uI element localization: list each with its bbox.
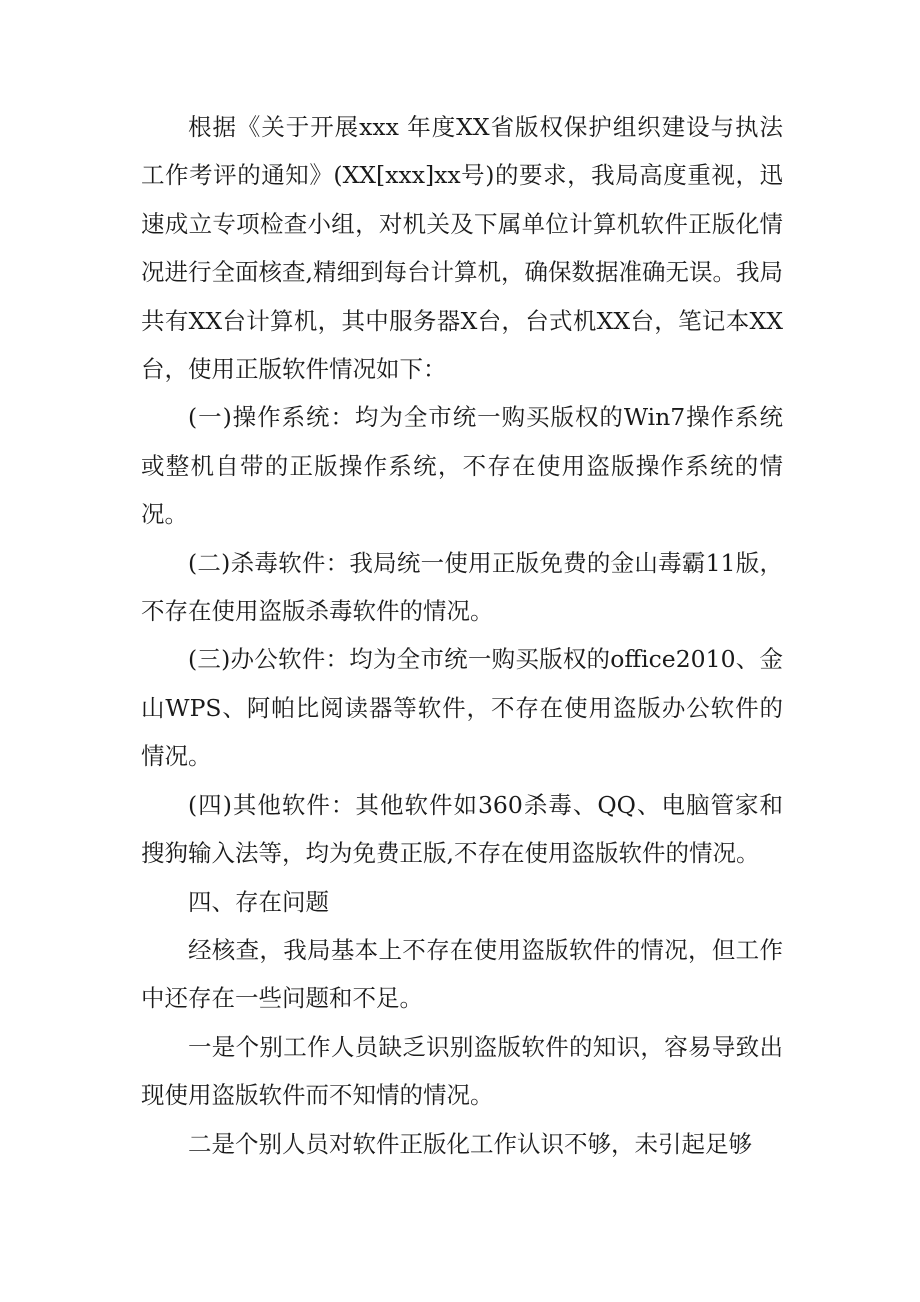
os-paragraph: (一)操作系统：均为全市统一购买版权的Win7操作系统或整机自带的正版操作系统，不存在使用盗版操作系统的情况。 [141,403,783,529]
findings-paragraph: 经核查，我局基本上不存在使用盗版软件的情况，但工作中还存在一些问题和不足。 [141,935,783,1013]
office-software-paragraph: (三)办公软件：均为全市统一购买版权的office2010、金山WPS、阿帕比阅读器等软件，不存在使用盗版办公软件的情况。 [141,645,783,771]
issue-two-paragraph: 二是个别人员对软件正版化工作认识不够，未引起足够 [188,1129,752,1158]
section-heading: 四、存在问题 [188,887,329,916]
document-body [141,103,783,1168]
issue-one-paragraph: 一是个别工作人员缺乏识别盗版软件的知识，容易导致出现使用盗版软件而不知情的情况。 [141,1032,783,1110]
other-software-paragraph: (四)其他软件：其他软件如360杀毒、QQ、电脑管家和搜狗输入法等，均为免费正版,不存在使用盗版软件的情况。 [141,790,783,868]
intro-paragraph: 根据《关于开展xxx 年度XX省版权保护组织建设与执法工作考评的通知》(XX[xxx]xx号)的要求，我局高度重视，迅速成立专项检查小组，对机关及下属单位计算机软件正版化情况进行全面核查,精细到每台计算机，确保数据准确无误。我局共有XX台计算机，其中服务器X台，台式机XX台，笔记本XX台，使用正版软件情况如下： [141,113,783,384]
antivirus-paragraph: (二)杀毒软件：我局统一使用正版免费的金山毒霸11版，不存在使用盗版杀毒软件的情况。 [141,548,783,626]
